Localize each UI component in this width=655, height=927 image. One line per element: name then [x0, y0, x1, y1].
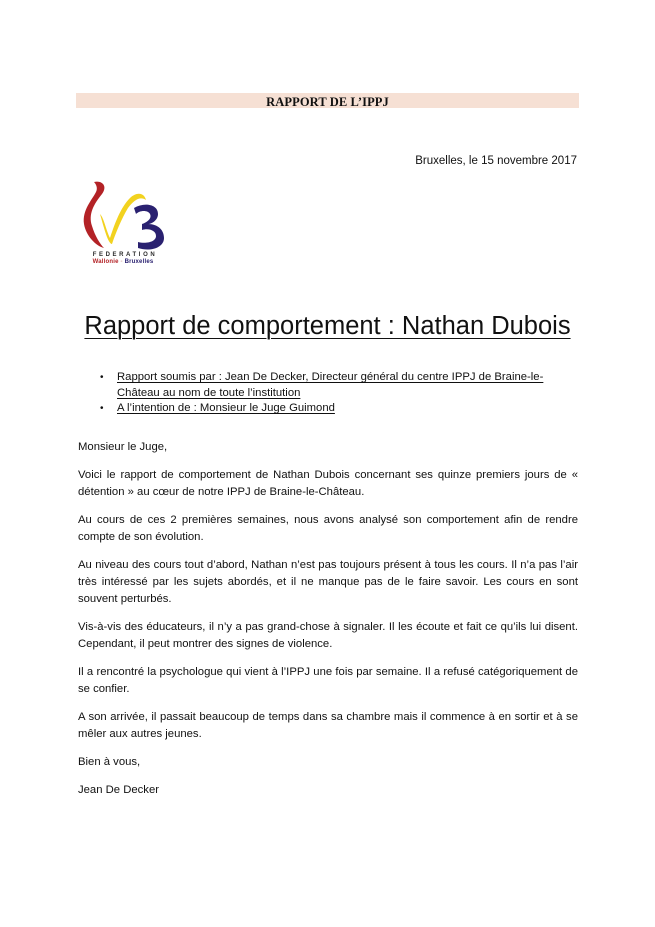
list-item-addressed-to — [100, 401, 580, 417]
report-meta-list — [100, 370, 580, 417]
paragraph-period: Au cours de ces 2 premières semaines, nous avons analysé son comportement afin de rendre compte de son évolution. — [78, 514, 578, 543]
list-item-submitted-by — [100, 370, 580, 401]
paragraph-educators: Vis-à-vis des éducateurs, il n’y a pas grand-chose à signaler. Il les écoute et fait ce qu’ils lui disent. Cependant, il peut montrer des signes de violence. — [78, 621, 578, 650]
report-header-bar — [76, 93, 579, 108]
fwb-logo-icon — [78, 178, 168, 250]
logo-text-separator: - — [120, 259, 123, 265]
paragraph-intro: Voici le rapport de comportement de Nathan Dubois concernant ses quinze premiers jours de « détention » au cœur de notre IPPJ de Braine-le-Château. — [78, 469, 578, 498]
logo-text-wallonie-bruxelles — [78, 259, 168, 266]
paragraph-arrival: A son arrivée, il passait beaucoup de temps dans sa chambre mais il commence à en sortir et à se mêler aux autres jeunes. — [78, 711, 578, 740]
closing: Bien à vous, — [78, 756, 141, 768]
document-title-text: Rapport de comportement : Nathan Dubois — [84, 312, 571, 340]
bullet-icon: • — [100, 372, 104, 383]
report-header-title: RAPPORT DE L’IPPJ — [266, 95, 389, 109]
document-title — [0, 309, 655, 343]
salutation: Monsieur le Juge, — [78, 441, 168, 453]
federation-wallonie-bruxelles-logo — [78, 178, 168, 270]
paragraph-psychologist: Il a rencontré la psychologue qui vient à l’IPPJ une fois par semaine. Il a refusé catégoriquement de se confier. — [78, 666, 578, 695]
logo-text-federation: FEDERATION — [92, 252, 158, 258]
submitted-by-text: Rapport soumis par : Jean De Decker, Directeur général du centre IPPJ de Braine-le-Château au nom de toute l’institution — [117, 371, 544, 399]
letter-body — [78, 439, 578, 810]
signature: Jean De Decker — [78, 784, 159, 796]
addressed-to-text: A l’intention de : Monsieur le Juge Guimond — [117, 402, 335, 414]
bullet-icon: • — [100, 403, 104, 414]
logo-text-wallonie: Wallonie — [92, 259, 119, 265]
paragraph-classes: Au niveau des cours tout d’abord, Nathan n’est pas toujours présent à tous les cours. Il n’a pas l’air très intéressé par les sujets abordés, et il ne manque pas de le faire savoir. Les cours en sont souvent perturbés. — [78, 559, 578, 605]
logo-text-bruxelles: Bruxelles — [124, 259, 154, 265]
date-line: Bruxelles, le 15 novembre 2017 — [415, 155, 577, 167]
